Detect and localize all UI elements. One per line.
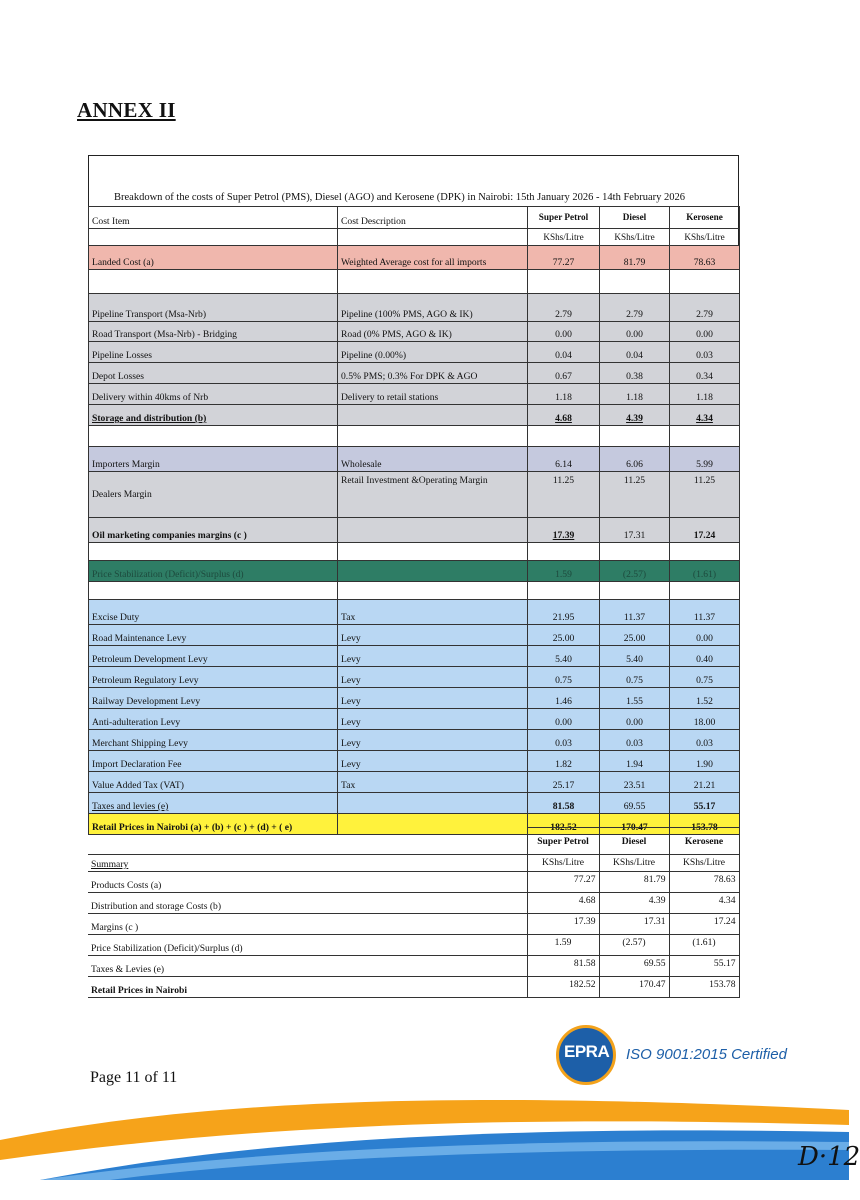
storage-row xyxy=(89,384,740,405)
storage-row xyxy=(89,342,740,363)
value-kerosene: 5.99 xyxy=(670,447,740,472)
row-description: Levy xyxy=(338,730,528,751)
spacer-row xyxy=(89,270,740,294)
value-super-petrol: 1.82 xyxy=(528,751,600,772)
tax-row xyxy=(89,646,740,667)
landed-cost-row xyxy=(89,246,740,270)
value-diesel: 0.38 xyxy=(600,363,670,384)
value-kerosene: 0.00 xyxy=(670,322,740,342)
summary-item: Products Costs (a) xyxy=(88,872,527,893)
value-kerosene: (1.61) xyxy=(670,561,740,582)
row-item: Taxes and levies (e) xyxy=(89,793,338,814)
value-diesel: 170.47 xyxy=(600,814,670,835)
row-item: Petroleum Development Levy xyxy=(89,646,338,667)
tax-row xyxy=(89,688,740,709)
value-diesel: 5.40 xyxy=(600,646,670,667)
row-description: Wholesale xyxy=(338,447,528,472)
margin-row xyxy=(89,447,740,472)
storage-row xyxy=(89,322,740,342)
value-diesel: 0.03 xyxy=(600,730,670,751)
summary-row xyxy=(88,914,739,935)
summary-row xyxy=(88,872,739,893)
spacer-row xyxy=(89,543,740,561)
summary-item: Margins (c ) xyxy=(88,914,527,935)
row-description: Levy xyxy=(338,688,528,709)
value-super-petrol: 0.67 xyxy=(528,363,600,384)
value-kerosene: 18.00 xyxy=(670,709,740,730)
tax-row xyxy=(89,600,740,625)
annex-title: ANNEX II xyxy=(77,98,176,122)
value-kerosene: 2.79 xyxy=(670,294,740,322)
summary-value-kerosene: 78.63 xyxy=(669,872,739,893)
value-diesel: 0.00 xyxy=(600,322,670,342)
row-item: Delivery within 40kms of Nrb xyxy=(89,384,338,405)
summary-value-super-petrol: 182.52 xyxy=(527,977,599,998)
row-description: Levy xyxy=(338,667,528,688)
handwritten-initials: D·12 xyxy=(798,1142,860,1172)
row-item: Merchant Shipping Levy xyxy=(89,730,338,751)
value-kerosene: 0.00 xyxy=(670,625,740,646)
tax-total-row xyxy=(89,793,740,814)
header-cost-description: Cost Description xyxy=(338,207,528,229)
value-kerosene: 0.75 xyxy=(670,667,740,688)
spacer-row xyxy=(89,582,740,600)
value-diesel: 1.18 xyxy=(600,384,670,405)
summary-value-diesel: 170.47 xyxy=(599,977,669,998)
header-super-petrol: Super Petrol xyxy=(528,207,600,229)
summary-row xyxy=(88,935,739,956)
summary-item: Retail Prices in Nairobi xyxy=(88,977,527,998)
value-kerosene: 1.52 xyxy=(670,688,740,709)
row-item: Depot Losses xyxy=(89,363,338,384)
row-item: Road Transport (Msa-Nrb) - Bridging xyxy=(89,322,338,342)
margin-row xyxy=(89,472,740,518)
row-description: Weighted Average cost for all imports xyxy=(338,246,528,270)
summary-item: Distribution and storage Costs (b) xyxy=(88,893,527,914)
value-super-petrol: 4.68 xyxy=(528,405,600,426)
frame-border xyxy=(88,155,739,156)
value-kerosene: 11.37 xyxy=(670,600,740,625)
tax-row xyxy=(89,625,740,646)
tax-row xyxy=(89,772,740,793)
unit-super-petrol: KShs/Litre xyxy=(528,229,600,246)
value-kerosene: 21.21 xyxy=(670,772,740,793)
value-kerosene: 11.25 xyxy=(670,472,740,518)
value-super-petrol: 0.03 xyxy=(528,730,600,751)
row-description: Levy xyxy=(338,709,528,730)
value-kerosene: 4.34 xyxy=(670,405,740,426)
summary-total-row xyxy=(88,977,739,998)
value-diesel: 69.55 xyxy=(600,793,670,814)
row-item: Anti-adulteration Levy xyxy=(89,709,338,730)
row-item: Import Declaration Fee xyxy=(89,751,338,772)
summary-item: Taxes & Levies (e) xyxy=(88,956,527,977)
summary-row xyxy=(88,893,739,914)
row-item: Retail Prices in Nairobi (a) + (b) + (c ) + (d) + ( e) xyxy=(89,814,338,835)
value-diesel: 17.31 xyxy=(600,518,670,543)
summary-value-super-petrol: 1.59 xyxy=(527,935,599,956)
value-super-petrol: 5.40 xyxy=(528,646,600,667)
header-kerosene: Kerosene xyxy=(670,207,740,229)
row-item: Value Added Tax (VAT) xyxy=(89,772,338,793)
value-super-petrol: 11.25 xyxy=(528,472,600,518)
row-item: Road Maintenance Levy xyxy=(89,625,338,646)
summary-header-diesel: Diesel xyxy=(599,828,669,855)
value-kerosene: 78.63 xyxy=(670,246,740,270)
summary-value-kerosene: 55.17 xyxy=(669,956,739,977)
summary-value-kerosene: (1.61) xyxy=(669,935,739,956)
summary-header-row xyxy=(88,828,739,855)
summary-value-kerosene: 153.78 xyxy=(669,977,739,998)
row-description: Levy xyxy=(338,625,528,646)
value-diesel: 81.79 xyxy=(600,246,670,270)
value-kerosene: 0.40 xyxy=(670,646,740,667)
value-diesel: 0.75 xyxy=(600,667,670,688)
value-super-petrol: 182.52 xyxy=(528,814,600,835)
summary-unit-diesel: KShs/Litre xyxy=(599,855,669,872)
price-stabilization-row xyxy=(89,561,740,582)
value-diesel: 0.04 xyxy=(600,342,670,363)
summary-value-diesel: 17.31 xyxy=(599,914,669,935)
iso-certification: ISO 9001:2015 Certified xyxy=(626,1046,787,1063)
row-description: Retail Investment &Operating Margin xyxy=(338,472,528,518)
summary-unit-kerosene: KShs/Litre xyxy=(669,855,739,872)
summary-value-diesel: 4.39 xyxy=(599,893,669,914)
value-kerosene: 0.34 xyxy=(670,363,740,384)
page-number: Page 11 of 11 xyxy=(90,1069,178,1086)
row-item: Petroleum Regulatory Levy xyxy=(89,667,338,688)
value-super-petrol: 1.46 xyxy=(528,688,600,709)
value-super-petrol: 0.75 xyxy=(528,667,600,688)
summary-value-kerosene: 17.24 xyxy=(669,914,739,935)
value-kerosene: 1.18 xyxy=(670,384,740,405)
summary-item: Price Stabilization (Deficit)/Surplus (d) xyxy=(88,935,527,956)
summary-value-diesel: 81.79 xyxy=(599,872,669,893)
value-diesel: 1.94 xyxy=(600,751,670,772)
value-diesel: (2.57) xyxy=(600,561,670,582)
value-super-petrol: 1.18 xyxy=(528,384,600,405)
storage-row xyxy=(89,294,740,322)
header-cost-item: Cost Item xyxy=(89,207,338,229)
value-super-petrol: 1.59 xyxy=(528,561,600,582)
epra-logo xyxy=(556,1025,787,1085)
margin-total-row xyxy=(89,518,740,543)
unit-diesel: KShs/Litre xyxy=(600,229,670,246)
unit-kerosene: KShs/Litre xyxy=(670,229,740,246)
row-item: Railway Development Levy xyxy=(89,688,338,709)
cost-breakdown-sheet xyxy=(88,155,739,995)
value-super-petrol: 21.95 xyxy=(528,600,600,625)
value-diesel: 6.06 xyxy=(600,447,670,472)
table-caption: Breakdown of the costs of Super Petrol (PMS), Diesel (AGO) and Kerosene (DPK) in Nairobi: 15th January 2026 - 14th February 2026 xyxy=(114,192,685,203)
cost-breakdown-table xyxy=(88,206,740,835)
row-item: Excise Duty xyxy=(89,600,338,625)
value-diesel: 4.39 xyxy=(600,405,670,426)
value-diesel: 2.79 xyxy=(600,294,670,322)
tax-row xyxy=(89,751,740,772)
value-super-petrol: 6.14 xyxy=(528,447,600,472)
row-description: Pipeline (0.00%) xyxy=(338,342,528,363)
row-item: Dealers Margin xyxy=(89,472,338,518)
summary-header-super-petrol: Super Petrol xyxy=(527,828,599,855)
value-super-petrol: 25.00 xyxy=(528,625,600,646)
value-diesel: 0.00 xyxy=(600,709,670,730)
value-diesel: 25.00 xyxy=(600,625,670,646)
row-item: Landed Cost (a) xyxy=(89,246,338,270)
summary-unit-super-petrol: KShs/Litre xyxy=(527,855,599,872)
row-description: Delivery to retail stations xyxy=(338,384,528,405)
value-super-petrol: 81.58 xyxy=(528,793,600,814)
storage-total-row xyxy=(89,405,740,426)
value-super-petrol: 0.04 xyxy=(528,342,600,363)
value-super-petrol: 25.17 xyxy=(528,772,600,793)
summary-row xyxy=(88,956,739,977)
summary-value-kerosene: 4.34 xyxy=(669,893,739,914)
value-diesel: 11.37 xyxy=(600,600,670,625)
summary-value-diesel: 69.55 xyxy=(599,956,669,977)
header-diesel: Diesel xyxy=(600,207,670,229)
summary-title: Summary xyxy=(88,855,527,872)
summary-value-super-petrol: 81.58 xyxy=(527,956,599,977)
row-item: Oil marketing companies margins (c ) xyxy=(89,518,338,543)
value-kerosene: 17.24 xyxy=(670,518,740,543)
row-description: Road (0% PMS, AGO & IK) xyxy=(338,322,528,342)
value-diesel: 11.25 xyxy=(600,472,670,518)
value-super-petrol: 2.79 xyxy=(528,294,600,322)
tax-row xyxy=(89,730,740,751)
row-item: Importers Margin xyxy=(89,447,338,472)
value-kerosene: 55.17 xyxy=(670,793,740,814)
row-description: Levy xyxy=(338,646,528,667)
summary-table xyxy=(88,827,740,998)
row-description: Pipeline (100% PMS, AGO & IK) xyxy=(338,294,528,322)
value-kerosene: 0.03 xyxy=(670,730,740,751)
tax-row xyxy=(89,667,740,688)
value-kerosene: 153.78 xyxy=(670,814,740,835)
summary-header-kerosene: Kerosene xyxy=(669,828,739,855)
value-kerosene: 1.90 xyxy=(670,751,740,772)
header-row xyxy=(89,207,740,229)
row-item: Storage and distribution (b) xyxy=(89,405,338,426)
value-super-petrol: 0.00 xyxy=(528,709,600,730)
value-super-petrol: 77.27 xyxy=(528,246,600,270)
summary-value-super-petrol: 77.27 xyxy=(527,872,599,893)
storage-row xyxy=(89,363,740,384)
row-description: Tax xyxy=(338,772,528,793)
row-description: Levy xyxy=(338,751,528,772)
epra-logo-text: EPRA xyxy=(564,1042,610,1061)
spacer-row xyxy=(89,426,740,447)
summary-unit-row xyxy=(88,855,739,872)
value-super-petrol: 0.00 xyxy=(528,322,600,342)
summary-value-super-petrol: 4.68 xyxy=(527,893,599,914)
row-item: Pipeline Losses xyxy=(89,342,338,363)
unit-row xyxy=(89,229,740,246)
tax-row xyxy=(89,709,740,730)
summary-title xyxy=(88,828,527,855)
row-description: 0.5% PMS; 0.3% For DPK & AGO xyxy=(338,363,528,384)
value-diesel: 1.55 xyxy=(600,688,670,709)
value-super-petrol: 17.39 xyxy=(528,518,600,543)
row-description: Tax xyxy=(338,600,528,625)
value-diesel: 23.51 xyxy=(600,772,670,793)
summary-value-super-petrol: 17.39 xyxy=(527,914,599,935)
value-kerosene: 0.03 xyxy=(670,342,740,363)
row-item: Pipeline Transport (Msa-Nrb) xyxy=(89,294,338,322)
row-item: Price Stabilization (Deficit)/Surplus (d) xyxy=(89,561,338,582)
summary-value-diesel: (2.57) xyxy=(599,935,669,956)
